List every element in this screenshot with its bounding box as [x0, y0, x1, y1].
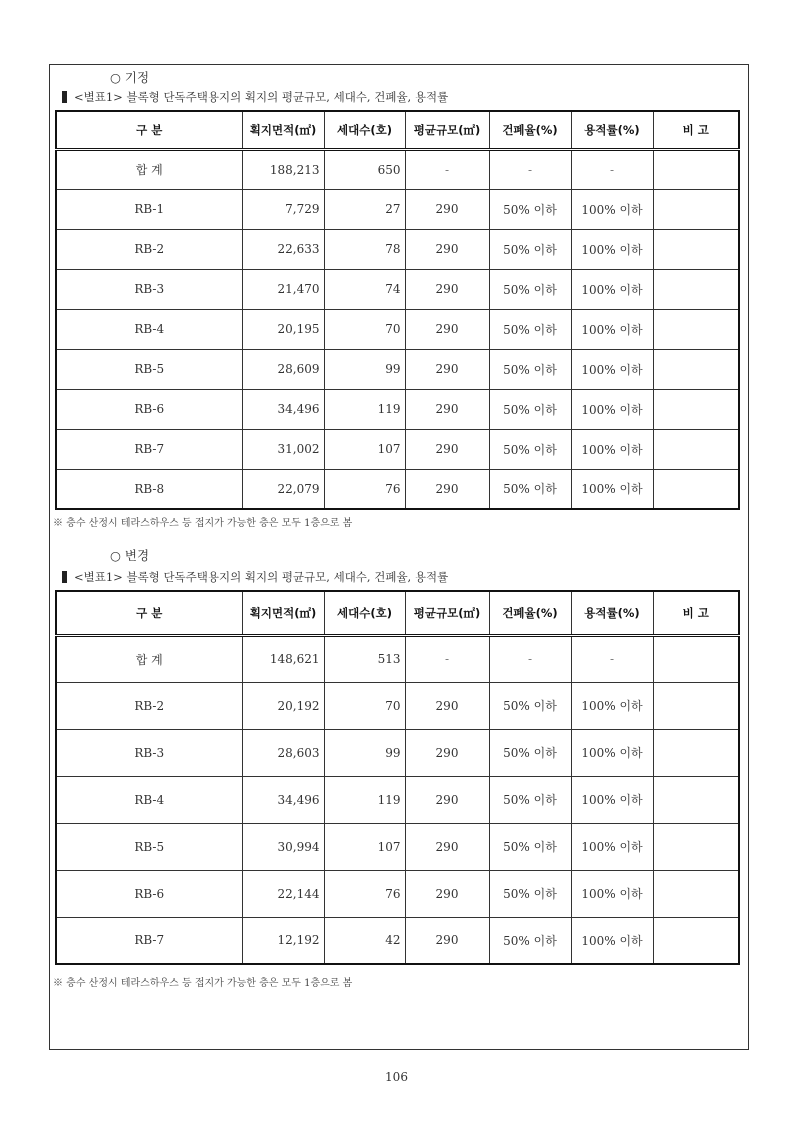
cell-coverage-ratio: 50% 이하 — [489, 917, 571, 964]
cell-category: RB-5 — [56, 823, 242, 870]
cell-households: 99 — [324, 729, 405, 776]
cell-avg-size: 290 — [405, 309, 489, 349]
cell-remarks — [653, 682, 739, 729]
table-row — [56, 309, 739, 349]
cell-avg-size: 290 — [405, 389, 489, 429]
caption-marker-icon — [62, 91, 67, 103]
cell-remarks — [653, 349, 739, 389]
cell-floor-area-ratio: 100% 이하 — [571, 823, 653, 870]
cell-category: RB-1 — [56, 189, 242, 229]
header-remarks: 비 고 — [653, 591, 739, 635]
cell-category: RB-2 — [56, 229, 242, 269]
cell-remarks — [653, 149, 739, 189]
cell-avg-size: 290 — [405, 917, 489, 964]
cell-category: RB-8 — [56, 469, 242, 509]
header-floor-area-ratio: 용적률(%) — [571, 111, 653, 149]
caption-text: <별표1> 블록형 단독주택용지의 획지의 평균규모, 세대수, 건폐율, 용적률 — [74, 570, 449, 584]
cell-category: RB-7 — [56, 429, 242, 469]
cell-avg-size: - — [405, 635, 489, 682]
cell-lot-area: 20,192 — [242, 682, 324, 729]
cell-households: 27 — [324, 189, 405, 229]
cell-floor-area-ratio: 100% 이하 — [571, 917, 653, 964]
page-number: 106 — [385, 1070, 408, 1084]
cell-remarks — [653, 309, 739, 349]
cell-avg-size: 290 — [405, 870, 489, 917]
cell-category: 합 계 — [56, 635, 242, 682]
caption-text: <별표1> 블록형 단독주택용지의 획지의 평균규모, 세대수, 건폐율, 용적률 — [74, 90, 449, 104]
cell-coverage-ratio: 50% 이하 — [489, 309, 571, 349]
cell-remarks — [653, 429, 739, 469]
cell-coverage-ratio: - — [489, 635, 571, 682]
cell-remarks — [653, 469, 739, 509]
table-existing — [55, 110, 740, 510]
cell-coverage-ratio: 50% 이하 — [489, 269, 571, 309]
cell-category: RB-4 — [56, 776, 242, 823]
cell-floor-area-ratio: 100% 이하 — [571, 870, 653, 917]
cell-lot-area: 148,621 — [242, 635, 324, 682]
table-changed — [55, 590, 740, 965]
cell-floor-area-ratio: 100% 이하 — [571, 469, 653, 509]
cell-coverage-ratio: 50% 이하 — [489, 189, 571, 229]
cell-avg-size: 290 — [405, 189, 489, 229]
cell-floor-area-ratio: 100% 이하 — [571, 349, 653, 389]
table-row — [56, 729, 739, 776]
table-row — [56, 917, 739, 964]
cell-lot-area: 22,633 — [242, 229, 324, 269]
cell-remarks — [653, 269, 739, 309]
table-row — [56, 189, 739, 229]
cell-lot-area: 7,729 — [242, 189, 324, 229]
cell-households: 119 — [324, 389, 405, 429]
cell-remarks — [653, 635, 739, 682]
cell-households: 70 — [324, 682, 405, 729]
table-row — [56, 682, 739, 729]
cell-avg-size: 290 — [405, 823, 489, 870]
cell-lot-area: 28,603 — [242, 729, 324, 776]
cell-lot-area: 22,144 — [242, 870, 324, 917]
cell-category: 합 계 — [56, 149, 242, 189]
cell-households: 70 — [324, 309, 405, 349]
header-avg-size: 평균규모(㎡) — [405, 111, 489, 149]
cell-lot-area: 20,195 — [242, 309, 324, 349]
cell-remarks — [653, 229, 739, 269]
cell-category: RB-2 — [56, 682, 242, 729]
cell-coverage-ratio: 50% 이하 — [489, 776, 571, 823]
section-heading-changed: ○ 변경 — [110, 548, 150, 563]
table-row — [56, 429, 739, 469]
cell-floor-area-ratio: 100% 이하 — [571, 729, 653, 776]
table-row — [56, 823, 739, 870]
cell-households: 119 — [324, 776, 405, 823]
cell-lot-area: 30,994 — [242, 823, 324, 870]
table-caption-changed — [62, 569, 448, 585]
cell-lot-area: 188,213 — [242, 149, 324, 189]
footnote-existing: ※ 층수 산정시 테라스하우스 등 접지가 가능한 층은 모두 1층으로 봄 — [53, 518, 353, 529]
table-row — [56, 870, 739, 917]
cell-remarks — [653, 389, 739, 429]
cell-households: 42 — [324, 917, 405, 964]
header-category: 구 분 — [56, 591, 242, 635]
cell-floor-area-ratio: 100% 이하 — [571, 229, 653, 269]
cell-households: 107 — [324, 429, 405, 469]
cell-avg-size: 290 — [405, 269, 489, 309]
cell-category: RB-6 — [56, 389, 242, 429]
cell-avg-size: 290 — [405, 229, 489, 269]
cell-households: 513 — [324, 635, 405, 682]
cell-avg-size: - — [405, 149, 489, 189]
cell-avg-size: 290 — [405, 469, 489, 509]
cell-floor-area-ratio: 100% 이하 — [571, 189, 653, 229]
cell-category: RB-3 — [56, 269, 242, 309]
cell-lot-area: 12,192 — [242, 917, 324, 964]
cell-coverage-ratio: 50% 이하 — [489, 729, 571, 776]
cell-households: 76 — [324, 870, 405, 917]
table-row — [56, 776, 739, 823]
cell-avg-size: 290 — [405, 349, 489, 389]
header-households: 세대수(호) — [324, 591, 405, 635]
section-heading-existing: ○ 기정 — [110, 70, 150, 85]
cell-floor-area-ratio: 100% 이하 — [571, 389, 653, 429]
table-row — [56, 469, 739, 509]
cell-lot-area: 28,609 — [242, 349, 324, 389]
header-coverage-ratio: 건폐율(%) — [489, 591, 571, 635]
cell-lot-area: 31,002 — [242, 429, 324, 469]
cell-coverage-ratio: - — [489, 149, 571, 189]
cell-lot-area: 21,470 — [242, 269, 324, 309]
cell-households: 76 — [324, 469, 405, 509]
cell-category: RB-5 — [56, 349, 242, 389]
cell-remarks — [653, 776, 739, 823]
header-avg-size: 평균규모(㎡) — [405, 591, 489, 635]
cell-lot-area: 22,079 — [242, 469, 324, 509]
cell-floor-area-ratio: 100% 이하 — [571, 429, 653, 469]
cell-avg-size: 290 — [405, 729, 489, 776]
cell-remarks — [653, 823, 739, 870]
cell-coverage-ratio: 50% 이하 — [489, 389, 571, 429]
cell-floor-area-ratio: 100% 이하 — [571, 309, 653, 349]
header-lot-area: 획지면적(㎡) — [242, 591, 324, 635]
table-row — [56, 389, 739, 429]
cell-remarks — [653, 729, 739, 776]
cell-households: 74 — [324, 269, 405, 309]
cell-floor-area-ratio: - — [571, 149, 653, 189]
table-row — [56, 229, 739, 269]
header-remarks: 비 고 — [653, 111, 739, 149]
cell-floor-area-ratio: 100% 이하 — [571, 682, 653, 729]
cell-category: RB-3 — [56, 729, 242, 776]
cell-coverage-ratio: 50% 이하 — [489, 229, 571, 269]
cell-avg-size: 290 — [405, 776, 489, 823]
cell-coverage-ratio: 50% 이하 — [489, 823, 571, 870]
cell-floor-area-ratio: 100% 이하 — [571, 269, 653, 309]
header-coverage-ratio: 건폐율(%) — [489, 111, 571, 149]
table-header-row — [56, 591, 739, 635]
cell-floor-area-ratio: - — [571, 635, 653, 682]
cell-remarks — [653, 189, 739, 229]
header-category: 구 분 — [56, 111, 242, 149]
cell-coverage-ratio: 50% 이하 — [489, 349, 571, 389]
cell-category: RB-7 — [56, 917, 242, 964]
caption-marker-icon — [62, 571, 67, 583]
cell-lot-area: 34,496 — [242, 389, 324, 429]
cell-coverage-ratio: 50% 이하 — [489, 469, 571, 509]
cell-avg-size: 290 — [405, 682, 489, 729]
cell-category: RB-4 — [56, 309, 242, 349]
cell-remarks — [653, 917, 739, 964]
total-row — [56, 149, 739, 189]
cell-lot-area: 34,496 — [242, 776, 324, 823]
footnote-changed: ※ 층수 산정시 테라스하우스 등 접지가 가능한 층은 모두 1층으로 봄 — [53, 978, 353, 989]
table-row — [56, 349, 739, 389]
cell-households: 107 — [324, 823, 405, 870]
cell-floor-area-ratio: 100% 이하 — [571, 776, 653, 823]
header-households: 세대수(호) — [324, 111, 405, 149]
cell-coverage-ratio: 50% 이하 — [489, 429, 571, 469]
cell-coverage-ratio: 50% 이하 — [489, 870, 571, 917]
table-header-row — [56, 111, 739, 149]
table-caption-existing — [62, 89, 448, 105]
cell-coverage-ratio: 50% 이하 — [489, 682, 571, 729]
cell-households: 650 — [324, 149, 405, 189]
cell-avg-size: 290 — [405, 429, 489, 469]
cell-households: 78 — [324, 229, 405, 269]
header-floor-area-ratio: 용적률(%) — [571, 591, 653, 635]
cell-remarks — [653, 870, 739, 917]
table-row — [56, 269, 739, 309]
cell-category: RB-6 — [56, 870, 242, 917]
cell-households: 99 — [324, 349, 405, 389]
header-lot-area: 획지면적(㎡) — [242, 111, 324, 149]
total-row — [56, 635, 739, 682]
